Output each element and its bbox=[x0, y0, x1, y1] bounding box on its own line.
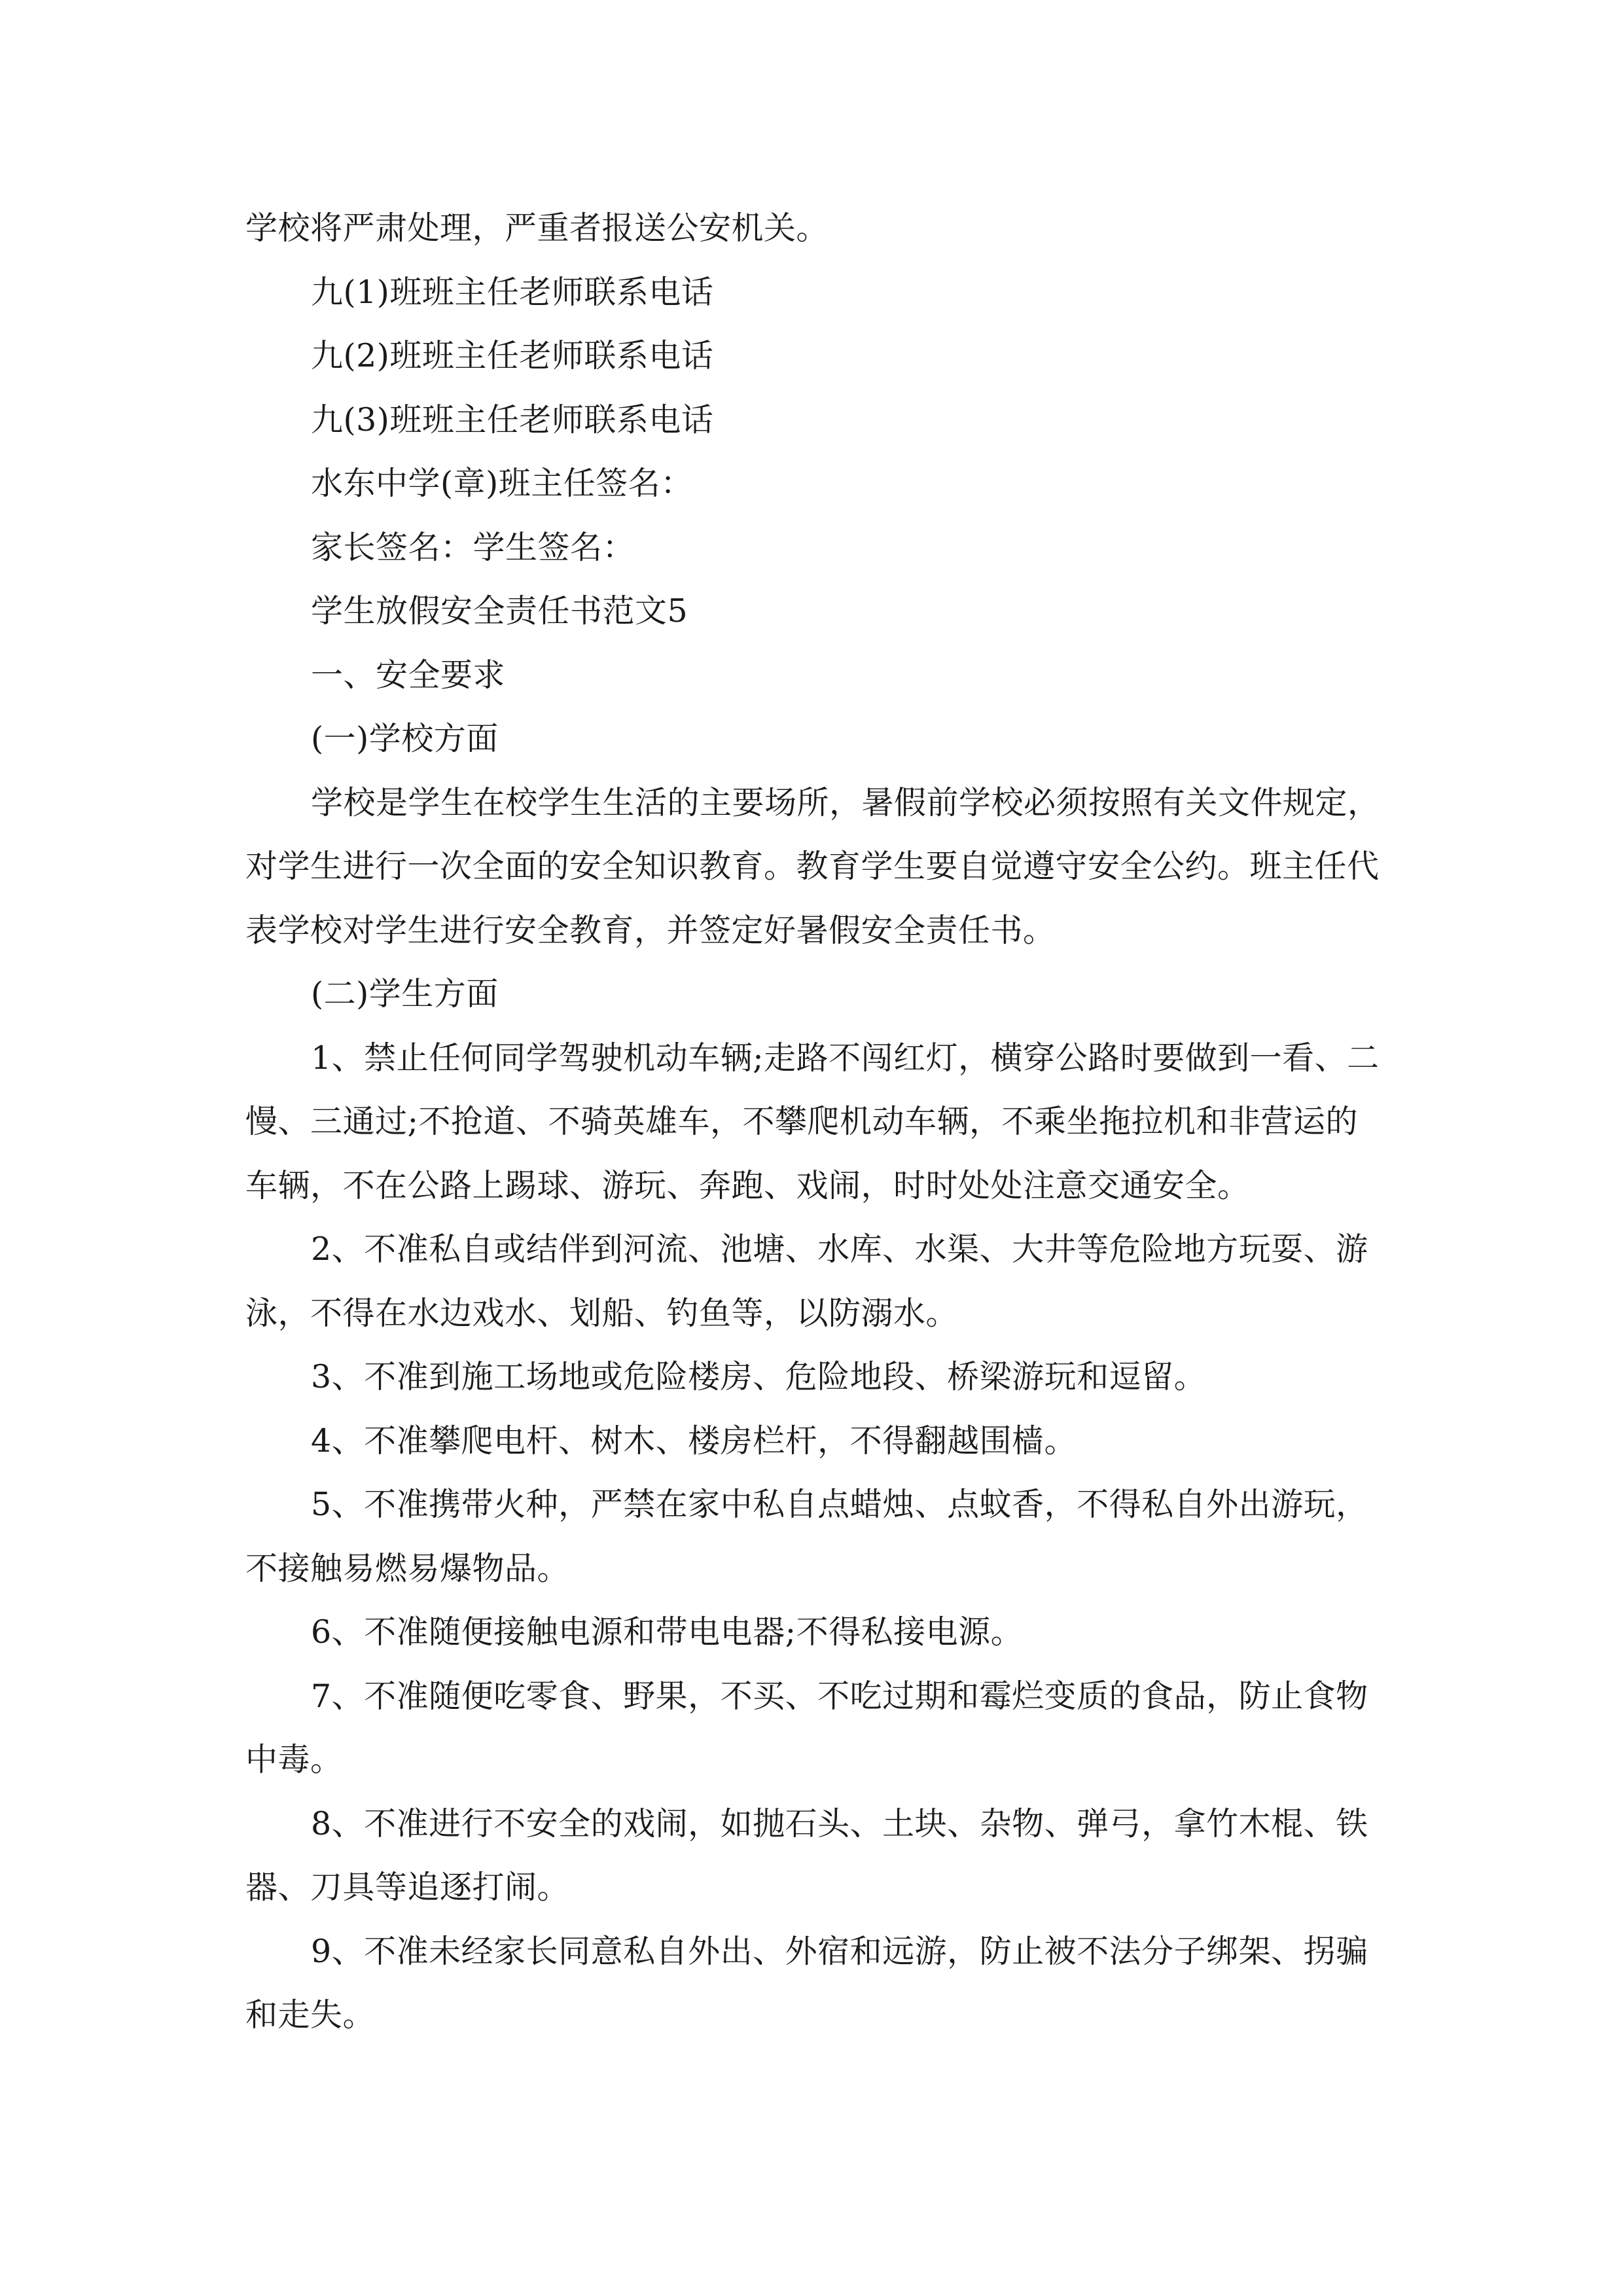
rule-5-fire: 5、不准携带火种，严禁在家中私自点蜡烛、点蚊香，不得私自外出游玩，不接触易燃易爆物品。 bbox=[245, 1486, 1368, 1587]
paragraph-class1-phone: 九(1)班班主任老师联系电话 bbox=[311, 273, 714, 311]
rule-3-construction: 3、不准到施工场地或危险楼房、危险地段、桥梁游玩和逗留。 bbox=[311, 1358, 1207, 1395]
document-body bbox=[245, 196, 1384, 2047]
subheading-students: (二)学生方面 bbox=[311, 975, 499, 1013]
subheading-school: (一)学校方面 bbox=[311, 720, 499, 757]
rule-9-outing: 9、不准未经家长同意私自外出、外宿和远游，防止被不法分子绑架、拐骗和走失。 bbox=[245, 1932, 1368, 2034]
section-title: 学生放假安全责任书范文5 bbox=[311, 592, 688, 630]
rule-1-traffic: 1、禁止任何同学驾驶机动车辆;走路不闯红灯，横穿公路时要做到一看、二慢、三通过;不抢道、不骑英雄车，不攀爬机动车辆，不乘坐拖拉机和非营运的车辆，不在公路上踢球、游玩、奔跑、戏闹，时时处处注意交通安全。 bbox=[245, 1039, 1380, 1204]
rule-2-water: 2、不准私自或结伴到河流、池塘、水库、水渠、大井等危险地方玩耍、游泳，不得在水边戏水、划船、钓鱼等，以防溺水。 bbox=[245, 1230, 1368, 1332]
paragraph-closing-warning: 学校将严肃处理，严重者报送公安机关。 bbox=[245, 209, 829, 247]
rule-4-climbing: 4、不准攀爬电杆、树木、楼房栏杆，不得翻越围樯。 bbox=[311, 1422, 1077, 1460]
rule-8-play: 8、不准进行不安全的戏闹，如抛石头、土块、杂物、弹弓，拿竹木棍、铁器、刀具等追逐打闹。 bbox=[245, 1804, 1368, 1906]
rule-7-food: 7、不准随便吃零食、野果，不买、不吃过期和霉烂变质的食品，防止食物中毒。 bbox=[245, 1677, 1368, 1778]
paragraph-class2-phone: 九(2)班班主任老师联系电话 bbox=[311, 337, 714, 374]
paragraph-parent-student-signature: 家长签名：学生签名： bbox=[311, 528, 635, 566]
heading-safety-requirements: 一、安全要求 bbox=[311, 656, 506, 694]
paragraph-school-signature: 水东中学(章)班主任签名： bbox=[311, 465, 693, 502]
paragraph-class3-phone: 九(3)班班主任老师联系电话 bbox=[311, 401, 714, 439]
rule-6-electricity: 6、不准随便接触电源和带电电器;不得私接电源。 bbox=[311, 1613, 1024, 1651]
paragraph-school-duty: 学校是学生在校学生生活的主要场所，暑假前学校必须按照有关文件规定，对学生进行一次全面的安全知识教育。教育学生要自觉遵守安全公约。班主任代表学校对学生进行安全教育，并签定好暑假安全责任书。 bbox=[245, 783, 1380, 949]
